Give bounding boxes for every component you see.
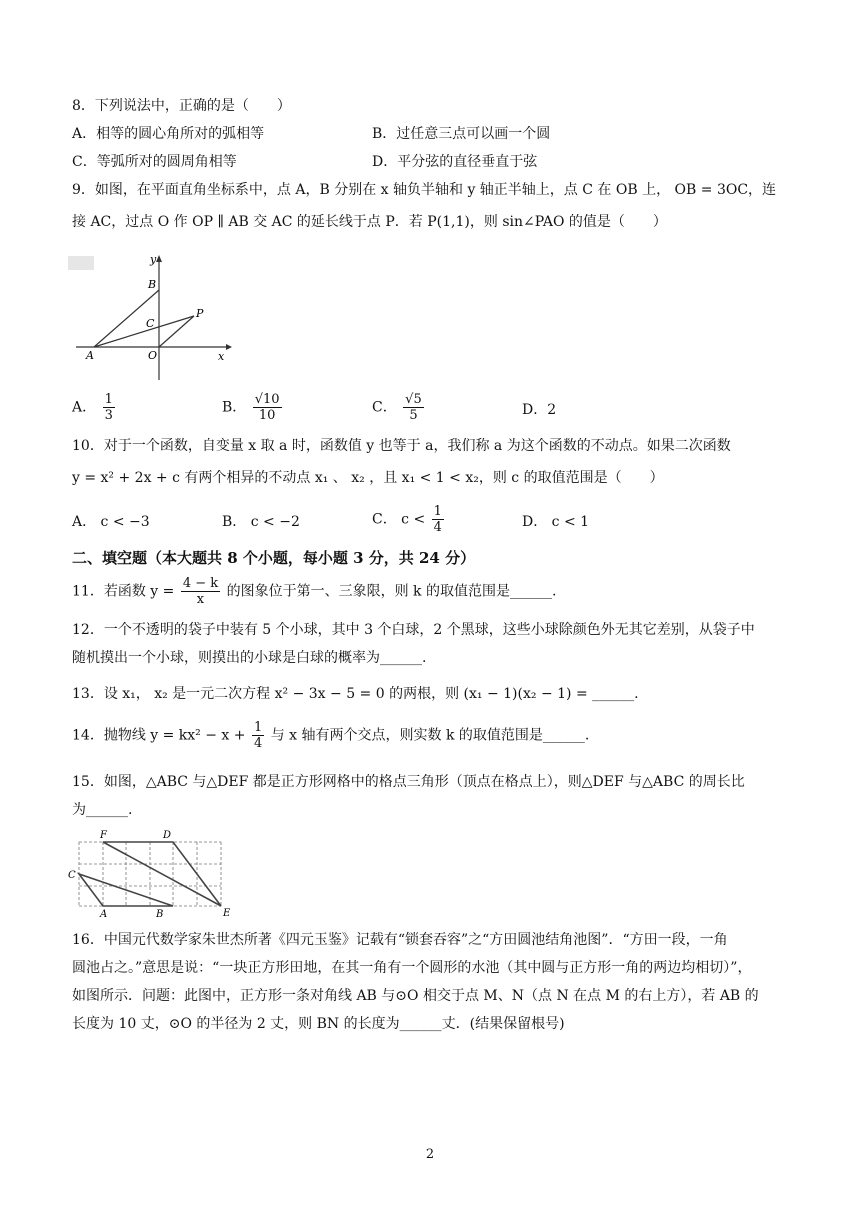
q9-option-b-label: B． xyxy=(222,399,247,416)
q11 xyxy=(72,576,556,607)
q9-option-c xyxy=(372,392,426,423)
q9-option-c-label: C． xyxy=(372,399,397,416)
q9-option-b xyxy=(222,392,284,423)
q16-line4: 长度为 10 丈，⊙O 的半径为 2 丈，则 BN 的长度为______丈．(结果保留根号) xyxy=(72,1016,565,1032)
label-o: O xyxy=(148,349,158,362)
q9-option-c-fraction: $\frac{√5}{5}$ xyxy=(405,392,422,423)
q9-option-a-label: A． xyxy=(72,399,97,416)
label-c: C xyxy=(146,317,155,330)
q9-line1-text: 9．如图，在平面直角坐标系中，点 A，B 分别在 x 轴负半轴和 y 轴正半轴上，点 C 在 OB 上， xyxy=(72,182,671,198)
q16-line2: 圆池占之。”意思是说：“一块正方形田地，在其一角有一个圆形的水池（其中圆与正方形一角的两边均相切）”， xyxy=(72,960,752,976)
q10-line1: 10．对于一个函数，自变量 x 取 a 时，函数值 y 也等于 a，我们称 a 为这个函数的不动点。如果二次函数 xyxy=(72,438,731,454)
label-b: B xyxy=(148,278,157,291)
q8-option-a: A．相等的圆心角所对的弧相等 xyxy=(72,126,265,142)
q9-option-a xyxy=(72,392,117,423)
label-a: A xyxy=(100,909,108,918)
q11-post: 的图象位于第一、三象限，则 k 的取值范围是______. xyxy=(226,583,557,600)
q14 xyxy=(72,720,589,751)
q14-post: 与 x 轴有两个交点，则实数 k 的取值范围是______. xyxy=(270,727,590,744)
segment-op xyxy=(159,316,194,347)
q9-option-a-fraction: $\frac{1}{3}$ xyxy=(104,392,113,423)
q16-line3: 如图所示．问题：此图中，正方形一条对角线 AB 与⊙O 相交于点 M、N（点 N 在点 M 的右上方），若 AB 的 xyxy=(72,988,759,1004)
label-f: F xyxy=(100,830,107,841)
q9-line1 xyxy=(72,180,776,200)
x-axis-arrow xyxy=(226,344,232,350)
q15-line2: 为______. xyxy=(72,802,133,818)
q12-line1: 12．一个不透明的袋子中装有 5 个小球，其中 3 个白球，2 个黑球，这些小球除颜色外无其它差别，从袋子中 xyxy=(72,622,755,638)
label-d: D xyxy=(163,830,172,841)
q10-option-b: B． c < −2 xyxy=(222,514,300,530)
q14-pre: 14．抛物线 y = kx² − x + xyxy=(72,727,246,744)
q9-line1-end: OB = 3OC，连 xyxy=(674,182,777,198)
q13: 13．设 x₁， x₂ 是一元二次方程 x² − 3x − 5 = 0 的两根，则 (x₁ − 1)(x₂ − 1) = ______. xyxy=(72,686,639,702)
label-x: x xyxy=(218,350,225,363)
q10-option-c-fraction: $\frac{1}{4}$ xyxy=(433,504,442,535)
q8-option-d: D．平分弦的直径垂直于弦 xyxy=(372,154,538,170)
label-a: A xyxy=(86,349,94,362)
grid-lines xyxy=(79,842,221,906)
q9-line2: 接 AC，过点 O 作 OP ∥ AB 交 AC 的延长线于点 P．若 P(1,1)，则 sin∠PAO 的值是（ ） xyxy=(72,214,667,230)
q11-fraction: $\frac{4 - k}{x}$ xyxy=(182,576,219,607)
label-y: y xyxy=(150,253,157,266)
section-heading-fill-in: 二、填空题（本大题共 8 个小题，每小题 3 分，共 24 分） xyxy=(72,549,476,567)
q8-option-c: C．等弧所对的圆周角相等 xyxy=(72,154,237,170)
q10-option-c xyxy=(372,504,446,535)
q9-figure xyxy=(66,250,236,385)
label-c: C xyxy=(68,870,76,881)
triangle-def xyxy=(103,842,221,906)
q15-line1: 15．如图，△ABC 与△DEF 都是正方形网格中的格点三角形（顶点在格点上），则△DEF 与△ABC 的周长比 xyxy=(72,774,745,790)
label-e: E xyxy=(223,908,231,918)
q10-line2: y = x² + 2x + c 有两个相异的不动点 x₁ 、 x₂ ，且 x₁ < 1 < x₂，则 c 的取值范围是（ ） xyxy=(72,470,664,486)
q8-stem: 8．下列说法中，正确的是（ ） xyxy=(72,98,291,114)
q10-option-a: A． c < −3 xyxy=(72,514,150,530)
q9-option-d: D．2 xyxy=(522,402,557,418)
segment-ap xyxy=(94,316,194,347)
q8-option-b: B．过任意三点可以画一个圆 xyxy=(372,126,551,142)
q11-pre: 11．若函数 y = xyxy=(72,583,175,600)
label-p: P xyxy=(196,307,204,320)
q9-option-b-fraction: $\frac{√10}{10}$ xyxy=(254,392,280,423)
q10-option-c-label: C． c < xyxy=(372,511,426,528)
scan-smudge xyxy=(68,256,94,270)
q16-line1: 16．中国元代数学家朱世杰所著《四元玉鉴》记载有“锁套吞容”之“方田圆池结角池图”．“方田一段，一角 xyxy=(72,932,728,948)
q14-fraction: $\frac{1}{4}$ xyxy=(253,720,263,751)
page-number: 2 xyxy=(425,1147,435,1162)
label-b: B xyxy=(156,909,164,918)
y-axis-arrow xyxy=(156,255,162,262)
q12-line2: 随机摸出一个小球，则摸出的小球是白球的概率为______. xyxy=(72,650,427,666)
q15-grid-figure xyxy=(66,826,236,918)
q10-option-d: D． c < 1 xyxy=(522,514,590,530)
